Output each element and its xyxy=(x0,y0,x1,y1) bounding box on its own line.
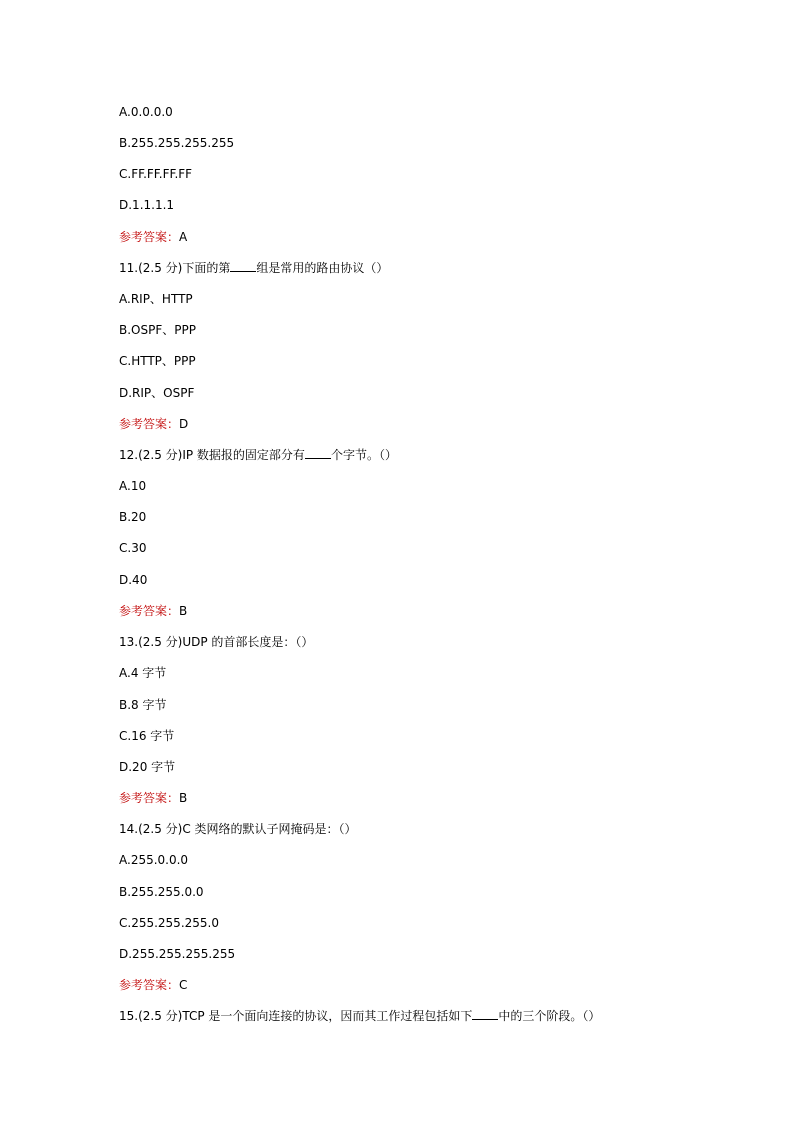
q15-stem-after: 中的三个阶段。（） xyxy=(498,1009,601,1023)
answer-label: 参考答案： xyxy=(119,791,180,805)
fill-blank xyxy=(305,447,331,459)
answer-label: 参考答案： xyxy=(119,417,180,431)
q10-option-c: C.FF.FF.FF.FF xyxy=(119,167,193,181)
q15-stem-before: 15.(2.5 分)TCP 是一个面向连接的协议，因而其工作过程包括如下 xyxy=(119,1009,473,1023)
q11-option-a: A.RIP、HTTP xyxy=(119,292,193,306)
answer-label: 参考答案： xyxy=(119,604,180,618)
q11-stem-before: 11.(2.5 分)下面的第 xyxy=(119,261,231,275)
answer-label: 参考答案： xyxy=(119,978,180,992)
q11-option-b: B.OSPF、PPP xyxy=(119,323,196,337)
q13-answer xyxy=(119,789,187,807)
q14-stem: 14.(2.5 分)C 类网络的默认子网掩码是：（） xyxy=(119,822,357,836)
q15-stem xyxy=(119,1007,600,1025)
q13-option-b: B.8 字节 xyxy=(119,698,167,712)
q14-option-d: D.255.255.255.255 xyxy=(119,947,236,961)
answer-value: B xyxy=(179,791,188,805)
q11-option-d: D.RIP、OSPF xyxy=(119,386,195,400)
q12-option-b: B.20 xyxy=(119,510,147,524)
q14-option-a: A.255.0.0.0 xyxy=(119,853,189,867)
q10-option-b: B.255.255.255.255 xyxy=(119,136,235,150)
fill-blank xyxy=(472,1008,498,1020)
q12-option-d: D.40 xyxy=(119,573,148,587)
q13-option-a: A.4 字节 xyxy=(119,666,167,680)
q14-answer xyxy=(119,976,187,994)
q12-option-a: A.10 xyxy=(119,479,147,493)
q11-answer xyxy=(119,415,188,433)
q14-option-b: B.255.255.0.0 xyxy=(119,885,204,899)
q11-stem-after: 组是常用的路由协议（） xyxy=(256,261,389,275)
q12-stem-after: 个字节。（） xyxy=(330,448,397,462)
answer-value: C xyxy=(179,978,188,992)
q14-option-c: C.255.255.255.0 xyxy=(119,916,219,930)
q11-stem xyxy=(119,259,388,277)
answer-label: 参考答案： xyxy=(119,230,180,244)
q13-option-d: D.20 字节 xyxy=(119,760,176,774)
q10-option-d: D.1.1.1.1 xyxy=(119,198,175,212)
q13-option-c: C.16 字节 xyxy=(119,729,175,743)
answer-value: A xyxy=(179,230,188,244)
q12-stem xyxy=(119,446,397,464)
q12-stem-before: 12.(2.5 分)IP 数据报的固定部分有 xyxy=(119,448,305,462)
answer-value: D xyxy=(179,417,189,431)
answer-value: B xyxy=(179,604,188,618)
q12-answer xyxy=(119,602,187,620)
q10-answer xyxy=(119,228,187,246)
fill-blank xyxy=(230,260,256,272)
q10-option-a: A.0.0.0.0 xyxy=(119,105,173,119)
q11-option-c: C.HTTP、PPP xyxy=(119,354,196,368)
q13-stem: 13.(2.5 分)UDP 的首部长度是：（） xyxy=(119,635,314,649)
q12-option-c: C.30 xyxy=(119,541,147,555)
